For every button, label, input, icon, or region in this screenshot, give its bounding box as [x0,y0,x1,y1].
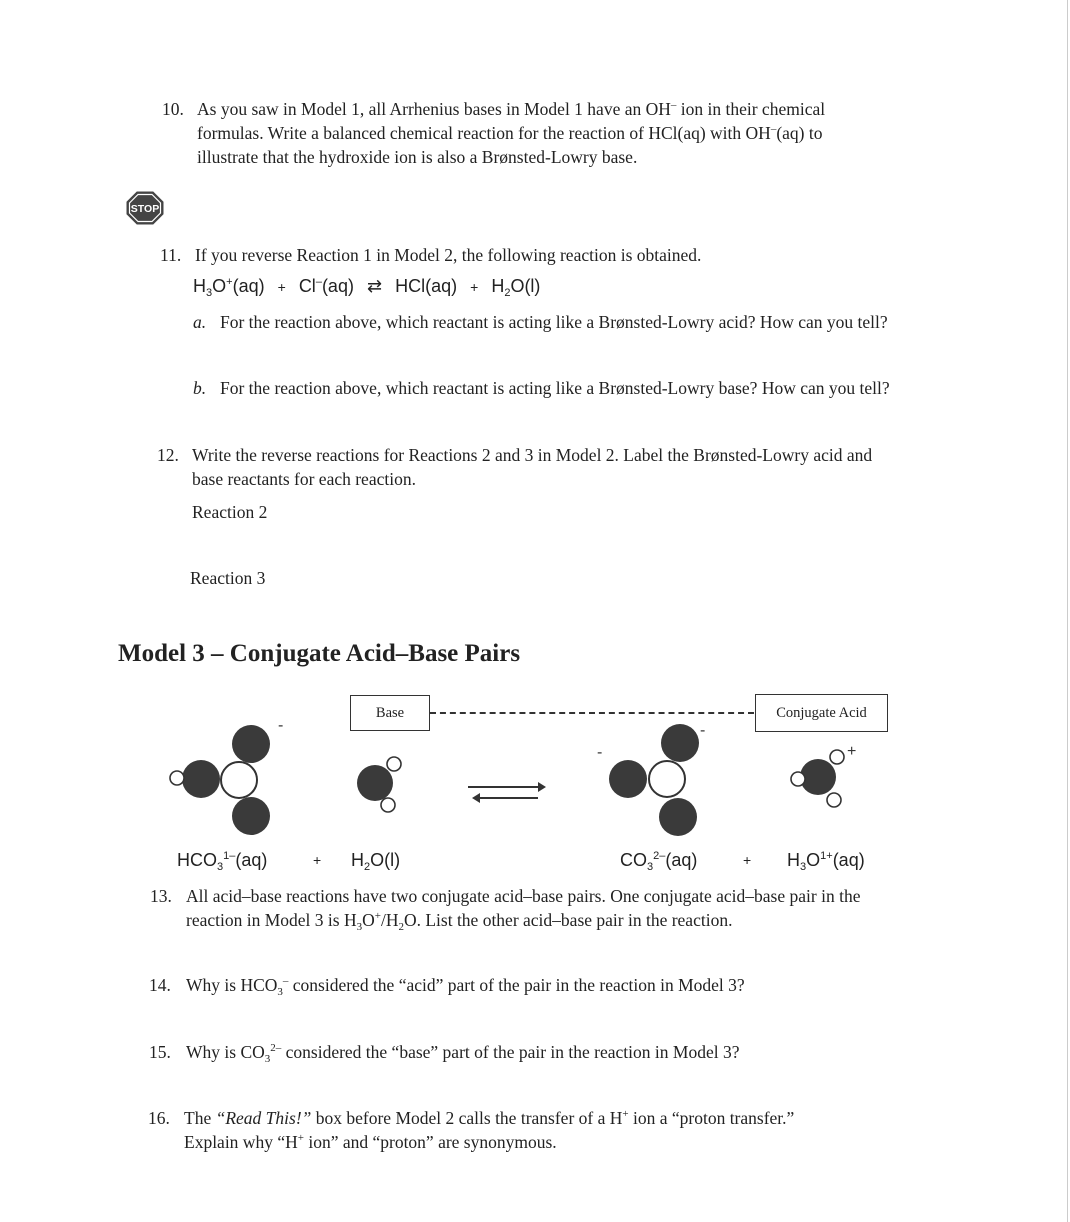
reaction-2-label: Reaction 2 [192,502,268,522]
question-number: 12. [157,445,179,465]
question-text: All acid–base reactions have two conjugate acid–base pairs. One conjugate acid–base pair in the reaction in Model 3 is $H_3O^+/H_2O$. List the other acid–base pair in the reaction. [186,886,861,933]
question-text: Why is $HCO_3^-$ considered the “acid” part of the pair in the reaction in Model 3? [186,975,745,998]
stop-sign-icon [126,191,164,225]
formula-h3o: $H_3O^{1+}(aq)$ [787,850,865,873]
pair-connector-dashed-line [430,712,754,714]
base-label-box: Base [350,695,430,731]
formula-co3: $CO_3^{2-}(aq)$ [620,850,698,873]
svg-text:-: - [700,722,706,739]
reaction-3-label: Reaction 3 [190,568,266,588]
hydrogen-atom [170,771,184,785]
carbonate-molecule [597,722,705,836]
subpart-text: For the reaction above, which reactant is acting like a Brønsted-Lowry base? How can you tell? [220,378,890,398]
oxygen-atom [182,760,220,798]
subpart-label: b. [193,378,207,398]
question-text: As you saw in Model 1, all Arrhenius bases in Model 1 have an OH– ion in their chemical formulas. Write a balanced chemical reaction for the reaction of HCl(aq) with OH–(aq) to illustrate that the hydroxide ion is also a Brønsted-Lowry base. [197,99,826,167]
question-text: Why is $CO_3^{2-}$ considered the “base” part of the pair in the reaction in Model 3? [186,1042,740,1065]
model-3-title: Model 3 – Conjugate Acid–Base Pairs [118,640,521,667]
oxygen-atom [659,798,697,836]
oxygen-atom [609,760,647,798]
oxygen-atom [232,725,270,763]
question-number: 11. [160,245,182,265]
oxygen-atom [357,765,393,801]
svg-text:STOP: STOP [130,203,160,215]
equilibrium-arrow-icon: ⇄ [366,276,383,296]
hydronium-molecule [791,743,856,807]
equilibrium-arrows-icon [468,782,546,803]
hydrogen-atom [830,750,844,764]
svg-text:+: + [847,743,857,760]
subpart-text: For the reaction above, which reactant is acting like a Brønsted-Lowry acid? How can you tell? [220,312,888,332]
svg-text:-: - [278,717,284,734]
oxygen-atom [661,724,699,762]
question-number: 16. [148,1108,170,1128]
carbon-atom [649,761,685,797]
formula-h2o: $H_2O(l)$ [351,850,401,873]
reaction-equation: $H_3O^+(aq) + Cl^-(aq)$ ⇄ $HCl(aq) + H_2O(l)$ [193,276,541,299]
carbon-atom [221,762,257,798]
page-edge-line [1067,0,1068,1222]
formula-hco3: $HCO_3^{1-}(aq)$ [177,850,268,873]
hco3-molecule [170,717,283,835]
question-text: Write the reverse reactions for Reactions 2 and 3 in Model 2. Label the Brønsted-Lowry acid and base reactants for each reaction. [192,445,873,489]
hydrogen-atom [381,798,395,812]
oxygen-atom [232,797,270,835]
question-number: 10. [162,99,184,119]
question-number: 14. [149,975,171,995]
question-number: 15. [149,1042,171,1062]
hydrogen-atom [791,772,805,786]
subpart-label: a. [193,312,207,332]
hydrogen-atom [827,793,841,807]
question-number: 13. [150,886,172,906]
molecules-graphic [150,715,910,845]
hydrogen-atom [387,757,401,771]
water-molecule [357,757,401,812]
svg-text:-: - [597,744,603,761]
question-text: If you reverse Reaction 1 in Model 2, the following reaction is obtained. [195,245,702,265]
plus-sign: + [313,852,322,868]
question-text: The “Read This!” box before Model 2 calls the transfer of a H+ ion a “proton transfer.” Explain why “H+ ion” and “proton” are synonymous. [184,1108,795,1152]
plus-sign: + [743,852,752,868]
conjugate-acid-label-box: Conjugate Acid [755,694,888,732]
